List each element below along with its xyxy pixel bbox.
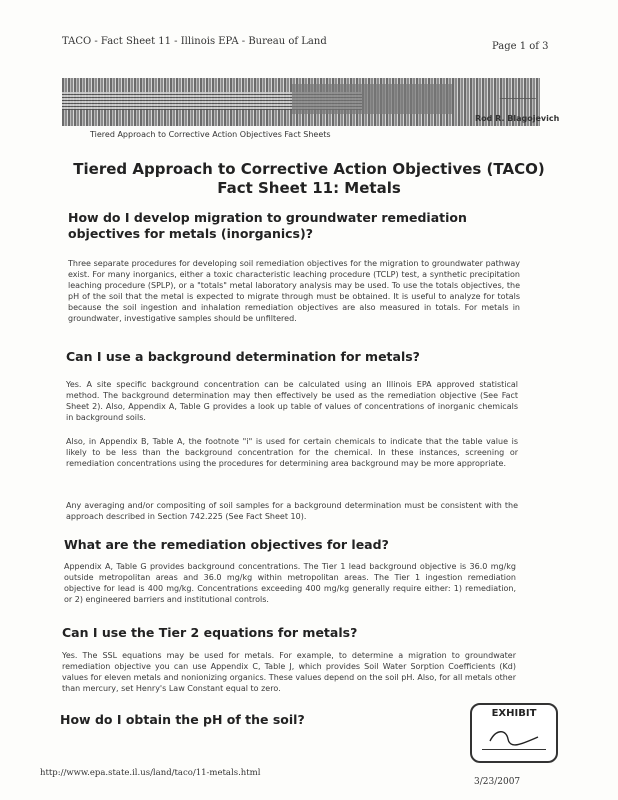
exhibit-signature (486, 727, 542, 747)
section-paragraph: Three separate procedures for developing soil remediation objectives for the migration to groundwater pathway exist. For many inorganics, either a toxic characteristic leaching procedure (TCLP) test, a synthetic precipitation leaching procedure (SPLP), or a "totals" metal laboratory analysis may be used. To use the totals objectives, the pH of the soil that the metal is expected to migrate through must be obtained. It is useful to analyze for totals because the soil ingestion and inhalation remediation objectives are also measured in totals. For metals in groundwater, investigative samples should be unfiltered. (68, 259, 520, 323)
section-heading: Can I use the Tier 2 equations for metals? (62, 625, 358, 640)
section-heading: What are the remediation objectives for lead? (64, 537, 389, 552)
breadcrumb: Tiered Approach to Corrective Action Objectives Fact Sheets (90, 130, 331, 139)
governor-signature (500, 86, 540, 99)
section-paragraph: Appendix A, Table G provides background concentrations. The Tier 1 lead background objective is 36.0 mg/kg outside metropolitan areas and 36.0 mg/kg within metropolitan areas. The Tier 1 ingestion remediation objective for lead is 400 mg/kg. Concentrations exceeding 400 mg/kg generally require either: 1) remediation, or 2) engineered barriers and institutional controls. (64, 562, 516, 604)
section-paragraph: Also, in Appendix B, Table A, the footnote "i" is used for certain chemicals to indicate that the table value is likely to be less than the background concentration for the chemical. In these instances, screening or remediation concentrations using the procedures for determining area background may be more appropriate. (66, 437, 518, 468)
page-title-line2: Fact Sheet 11: Metals (217, 179, 401, 197)
footer-date: 3/23/2007 (474, 777, 521, 787)
page-number: Page 1 of 3 (492, 41, 549, 52)
page-title (40, 160, 578, 198)
exhibit-label: EXHIBIT (491, 708, 537, 719)
section-heading: How do I obtain the pH of the soil? (60, 712, 305, 727)
banner-logo-area (292, 84, 452, 114)
section-paragraph: Any averaging and/or compositing of soil samples for a background determination must be consistent with the approach described in Section 742.225 (See Fact Sheet 10). (66, 501, 518, 521)
section-paragraph: Yes. The SSL equations may be used for metals. For example, to determine a migration to groundwater remediation objective you can use Appendix C, Table J, which provides Soil Water Sorption Coefficients (Kd) values for eleven metals and nonionizing organics. These values depend on the soil pH. Also, for all metals other than mercury, set Henry's Law Constant equal to zero. (62, 651, 516, 693)
governor-name: Rod R. Blagojevich (475, 114, 560, 123)
section-heading: Can I use a background determination for metals? (66, 349, 420, 364)
section-heading: How do I develop migration to groundwater remediation objectives for metals (inorganics)? (68, 210, 467, 241)
exhibit-line (482, 749, 546, 750)
section-paragraph: Yes. A site specific background concentration can be calculated using an Illinois EPA approved statistical method. The background determination may then effectively be used as the remediation objective (See Fact Sheet 2). Also, Appendix A, Table G provides a look up table of values of concentrations of inorganic chemicals in background soils. (66, 380, 518, 422)
exhibit-stamp (470, 703, 558, 763)
page-title-line1: Tiered Approach to Corrective Action Objectives (TACO) (73, 160, 545, 178)
print-header-title: TACO - Fact Sheet 11 - Illinois EPA - Bureau of Land (62, 36, 327, 47)
agency-banner (62, 78, 540, 126)
footer-url: http://www.epa.state.il.us/land/taco/11-metals.html (40, 768, 261, 778)
